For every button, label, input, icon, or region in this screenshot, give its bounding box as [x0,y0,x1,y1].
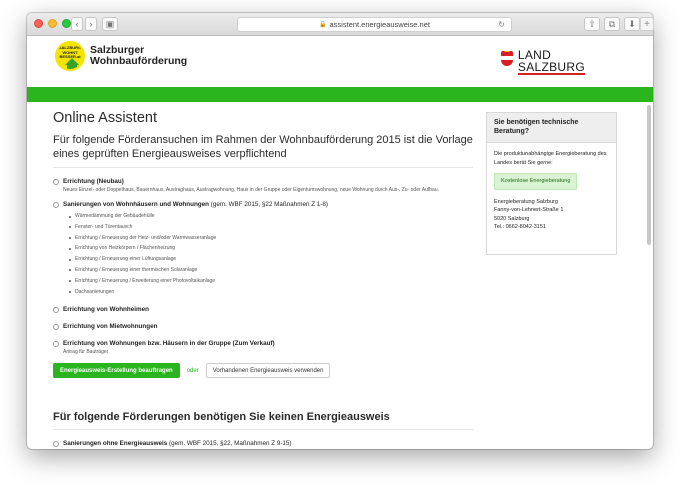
sidebar-icon[interactable]: ▣ [102,17,118,31]
action-row [53,363,473,378]
window-controls [34,19,71,28]
consulting-sidebar [486,112,617,255]
new-tab-button[interactable]: + [640,17,654,31]
phone-number[interactable]: Tel.: 0662-8042-3151 [494,224,546,230]
brand-name[interactable]: Salzburger Wohnbauförderung [90,44,188,67]
site-header [27,36,653,87]
divider [53,429,473,430]
radio-button[interactable] [53,202,59,208]
radio-button[interactable] [53,179,59,185]
sidebar-text: Die produktunabhängige Energieberatung des Landes berät Sie gerne: [494,151,607,166]
radio-button[interactable] [53,441,59,447]
browser-toolbar [27,13,653,36]
free-consulting-button[interactable]: Kostenlose Energieberatung [494,173,577,190]
option-sanierungen[interactable]: Sanierungen von Wohnhäusern und Wohnungen (gem. WBF 2015, §22 Maßnahmen Z 1-8) Wärmedämmung der Gebäudehülle Fenster- und Türentausch Errichtung / Erneuerung der Heiz- und/oder Warmwasseranlage Errichtung von Heizkörpern / Flächenheizung Errichtung / Erneuerung einer Lüftungsanlage Errichtung / Erneuerung einer thermischen Solaranlage Errichtung / Erneuerung / Erweiterung einer Photovoltaikanlage Dachsanierungen [53,201,473,297]
tabs-icon[interactable]: ⧉ [604,17,620,31]
radio-button[interactable] [53,324,59,330]
forward-icon[interactable]: › [85,17,97,31]
browser-window [27,13,653,449]
option-mietwohnungen[interactable]: Errichtung von Mietwohnungen [53,323,473,331]
green-nav-bar [27,87,653,102]
radio-button[interactable] [53,341,59,347]
back-icon[interactable]: ‹ [71,17,83,31]
or-label: oder [186,367,199,374]
list-item: Errichtung von Heizkörpern / Flächenheizung [69,243,473,254]
page-title: Online Assistent [53,110,157,126]
list-item: Errichtung / Erneuerung / Erweiterung einer Photovoltaikanlage [69,276,473,287]
address-bar[interactable] [237,17,512,32]
list-item: Wärmedämmung der Gebäudehülle [69,211,473,222]
crest-icon [501,51,513,66]
option-wohnheime[interactable]: Errichtung von Wohnheimen [53,306,473,314]
wohnt-besser-logo[interactable] [55,41,85,71]
url-text: assistent.energieausweise.net [329,20,430,29]
divider [53,167,473,168]
intro-text: Für folgende Förderansuchen im Rahmen der Wohnbauförderung 2015 ist die Vorlage eines geprüften Energieausweises verpflichtend [53,134,473,160]
radio-button[interactable] [53,307,59,313]
option-sanierungen-ohne[interactable]: Sanierungen ohne Energieausweis (gem. WBF 2015, §22, Maßnahmen Z 9-15) [53,440,473,448]
download-icon[interactable]: ⬇ [624,17,640,31]
scrollbar[interactable] [647,105,651,245]
list-item: Errichtung / Erneuerung einer Lüftungsanlage [69,254,473,265]
close-window-icon[interactable] [34,19,43,28]
share-icon[interactable]: ⇧ [584,17,600,31]
section-title-no-certificate: Für folgende Förderungen benötigen Sie keinen Energieausweis [53,411,390,424]
list-item: Dachsanierungen [69,287,473,298]
order-certificate-button[interactable]: Energieausweis-Erstellung beauftragen [53,363,180,378]
minimize-window-icon[interactable] [48,19,57,28]
main-column [53,110,473,449]
option-neubau[interactable]: Errichtung (Neubau) Neues Einzel- oder Doppelhaus, Bauernhaus, Austraghaus, Austragwohnung, Haus in der Gruppe oder Eigentumswohnung, neue Wohnung durch Aus-, Zu- oder Aufbau. [53,178,473,194]
list-item: Errichtung / Erneuerung einer thermischen Solaranlage [69,265,473,276]
logo-lettering: SALZBURG WOHNT BESSER.at [58,45,82,59]
zoom-window-icon[interactable] [62,19,71,28]
page-content [27,102,653,448]
list-item: Fenster- und Türentausch [69,222,473,233]
measures-list [63,211,473,297]
reload-icon[interactable]: ↻ [498,20,505,29]
use-existing-certificate-button[interactable]: Vorhandenen Energieausweis verwenden [206,363,331,378]
land-salzburg-logo[interactable]: LAND SALZBURG [501,50,585,75]
list-item: Errichtung / Erneuerung der Heiz- und/oder Warmwasseranlage [69,233,473,244]
option-wohnungen-gruppe[interactable]: Errichtung von Wohnungen bzw. Häusern in der Gruppe (Zum Verkauf) Antrag für Bauträger [53,340,473,356]
sidebar-heading: Sie benötigen technische Beratung? [487,113,616,143]
sidebar-address: Energieberatung Salzburg Fanny-von-Lehnert-Straße 1 5020 Salzburg Tel.: 0662-8042-3151 [494,198,609,232]
lock-icon: 🔒 [319,22,327,28]
